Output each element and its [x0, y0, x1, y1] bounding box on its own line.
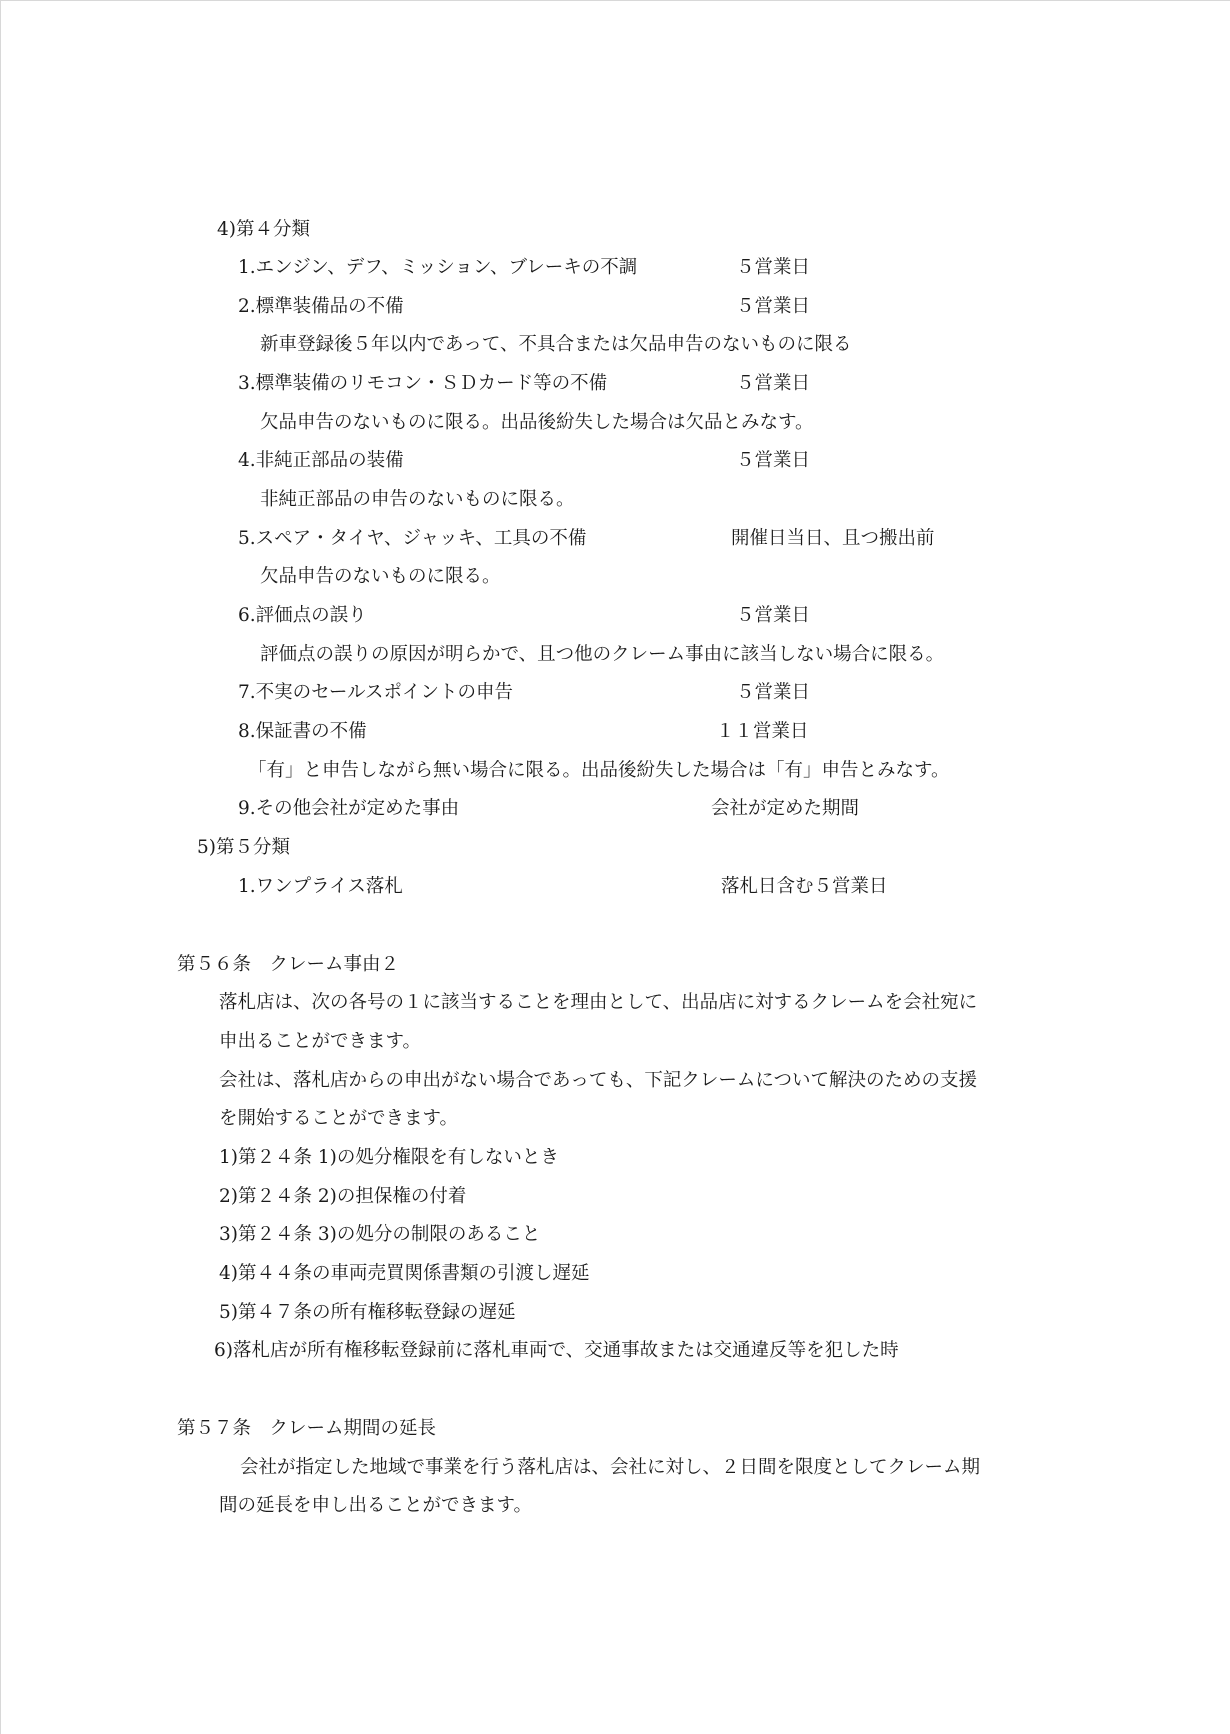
- cat4-heading: 4)第４分類: [217, 219, 310, 240]
- cat4-item-6-note: 評価点の誤りの原因が明らかで、且つ他のクレーム事由に該当しない場合に限る。: [260, 644, 945, 665]
- article-56-para1-line2: 申出ることができます。: [219, 1031, 422, 1052]
- article-56-item-4: 4)第４４条の車両売買関係書類の引渡し遅延: [219, 1263, 590, 1284]
- cat4-item-5-label: 5.スペア・タイヤ、ジャッキ、工具の不備: [238, 528, 587, 549]
- cat4-item-5-note: 欠品申告のないものに限る。: [260, 566, 501, 587]
- article-56-title: 第５６条 クレーム事由２: [177, 954, 400, 975]
- cat4-item-7-period: ５営業日: [736, 682, 811, 703]
- cat4-item-9-label: 9.その他会社が定めた事由: [238, 798, 460, 819]
- cat4-item-2-note: 新車登録後５年以内であって、不具合または欠品申告のないものに限る: [260, 334, 852, 355]
- cat4-item-5-period: 開催日当日、且つ搬出前: [731, 528, 935, 549]
- cat4-item-9-period: 会社が定めた期間: [711, 798, 860, 819]
- cat4-item-4-note: 非純正部品の申告のないものに限る。: [260, 489, 575, 510]
- article-56-para2-line2: を開始することができます。: [219, 1108, 459, 1129]
- cat4-item-8-note: 「有」と申告しながら無い場合に限る。出品後紛失した場合は「有」申告とみなす。: [248, 760, 950, 781]
- cat5-item-1-period: 落札日含む５営業日: [721, 876, 888, 897]
- cat4-item-4-period: ５営業日: [736, 450, 811, 471]
- article-56-item-2: 2)第２４条 2)の担保権の付着: [219, 1186, 467, 1207]
- article-57-para-line1: 会社が指定した地域で事業を行う落札店は、会社に対し、２日間を限度としてクレーム期: [240, 1457, 981, 1478]
- cat4-item-8-period: １１営業日: [716, 721, 809, 742]
- page-border-left: [0, 0, 1, 1734]
- cat4-item-1-label: 1.エンジン、デフ、ミッション、ブレーキの不調: [238, 257, 638, 278]
- article-57-para-line2: 間の延長を申し出ることができます。: [219, 1495, 533, 1516]
- article-56-para2-line1: 会社は、落札店からの申出がない場合であっても、下記クレームについて解決のための支援: [219, 1070, 977, 1091]
- cat4-item-3-note: 欠品申告のないものに限る。出品後紛失した場合は欠品とみなす。: [260, 412, 814, 433]
- cat4-item-3-period: ５営業日: [736, 373, 811, 394]
- cat4-item-1-period: ５営業日: [736, 257, 811, 278]
- article-56-item-5: 5)第４７条の所有権移転登録の遅延: [219, 1302, 516, 1323]
- article-56-item-3: 3)第２４条 3)の処分の制限のあること: [219, 1224, 541, 1245]
- cat4-item-7-label: 7.不実のセールスポイントの申告: [238, 682, 513, 703]
- cat4-item-8-label: 8.保証書の不備: [238, 721, 367, 742]
- cat4-item-6-label: 6.評価点の誤り: [238, 605, 367, 626]
- cat5-heading: 5)第５分類: [197, 837, 290, 858]
- page-border-top: [0, 0, 1230, 1]
- cat4-item-4-label: 4.非純正部品の装備: [238, 450, 404, 471]
- article-57-title: 第５７条 クレーム期間の延長: [177, 1418, 437, 1439]
- article-56-item-1: 1)第２４条 1)の処分権限を有しないとき: [219, 1147, 559, 1168]
- cat4-item-3-label: 3.標準装備のリモコン・ＳＤカード等の不備: [238, 373, 608, 394]
- article-56-item-6: 6)落札店が所有権移転登録前に落札車両で、交通事故または交通違反等を犯した時: [214, 1340, 899, 1361]
- article-56-para1-line1: 落札店は、次の各号の１に該当することを理由として、出品店に対するクレームを会社宛に: [219, 992, 978, 1013]
- cat4-item-2-period: ５営業日: [736, 296, 811, 317]
- cat5-item-1-label: 1.ワンプライス落札: [238, 876, 403, 897]
- cat4-item-2-label: 2.標準装備品の不備: [238, 296, 404, 317]
- cat4-item-6-period: ５営業日: [736, 605, 811, 626]
